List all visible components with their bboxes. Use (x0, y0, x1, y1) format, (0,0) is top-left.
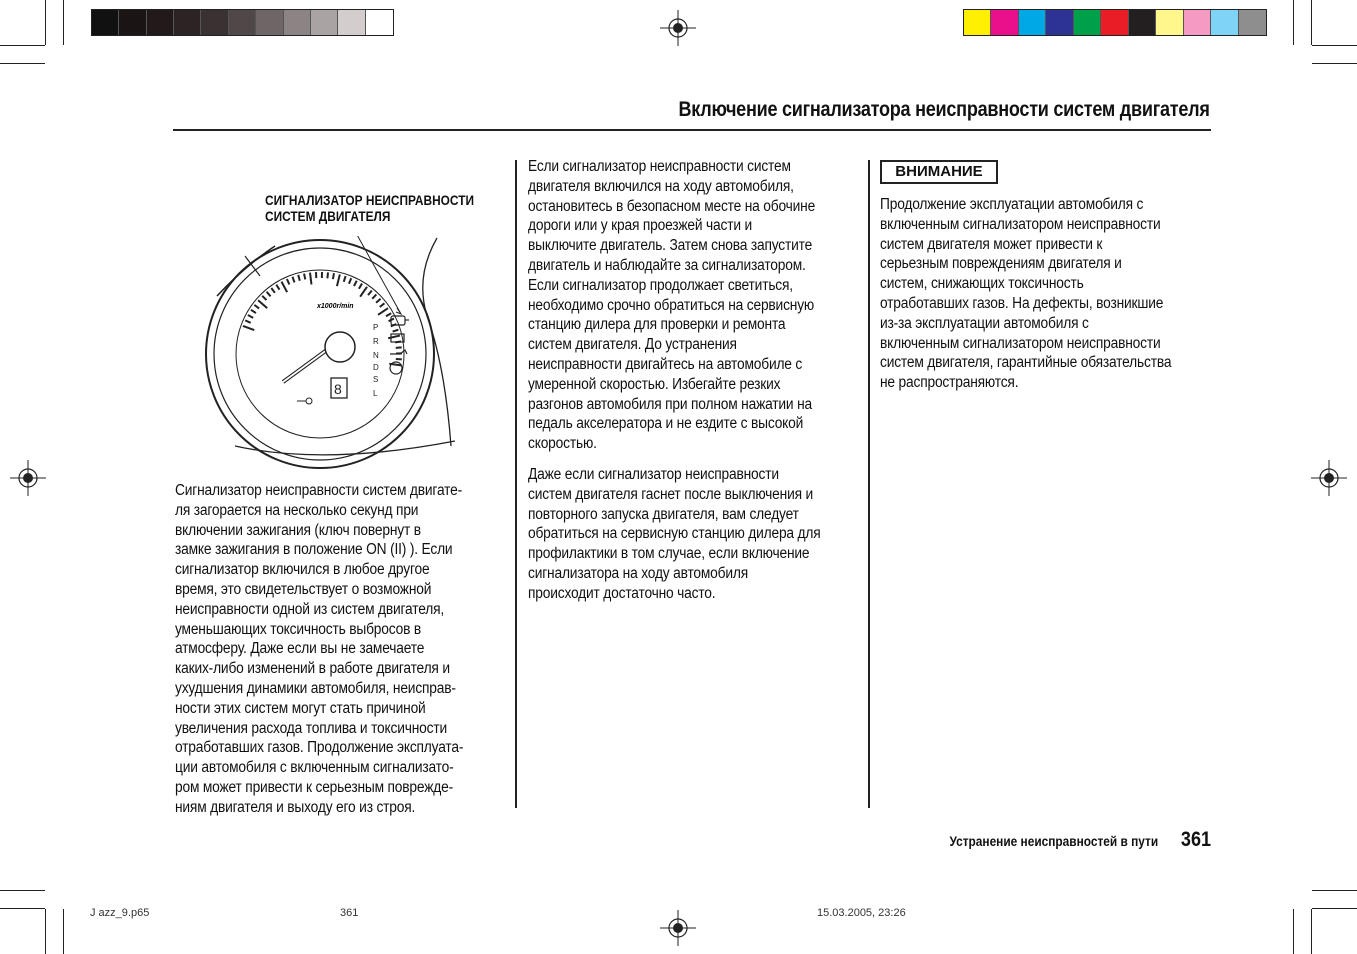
crop-mark (63, 0, 64, 45)
gray-swatch-1 (92, 10, 119, 35)
tachometer-tick (327, 272, 328, 278)
tachometer-tick (354, 281, 357, 286)
column-1-text: Сигнализатор неисправности систем двигате- ля загорается на несколько секунд при включении зажигания (ключ повернут в замке зажигания в положение ON (II) ). Если сигнализатор включился в любое другое время, это свидетельствует о возможной неисправности одной из систем двигателя, уменьшающих токсичность выбросов в атмосферу. Даже если вы не замечаете каких-либо изменений в работе двигателя и ухудшения динамики автомобиля, неисправ- ности этих систем могут стать причиной увеличения расхода топлива и токсичности отработавших газов. Продолжение эксплуата- ции автомобиля с включенным сигнализато- ром может привести к серьезным поврежде- ниям двигателя и выходу его из строя. (175, 482, 464, 816)
gear-letter-p: P (373, 323, 379, 332)
gear-position-digit: 8 (334, 381, 342, 397)
column-3 (880, 195, 1210, 393)
process-swatch-6 (1101, 10, 1128, 35)
tachometer-tick (333, 273, 334, 279)
crop-mark (0, 45, 45, 46)
crop-mark (1293, 909, 1294, 954)
crop-mark (1312, 908, 1357, 909)
slug-page: 361 (340, 907, 359, 919)
process-swatch-7 (1129, 10, 1156, 35)
tachometer-tick (388, 336, 400, 339)
process-swatch-2 (991, 10, 1018, 35)
tachometer-tick (271, 288, 275, 293)
crop-mark (0, 890, 45, 891)
tachometer-tick (372, 294, 376, 298)
gear-letter-d: D (373, 363, 379, 372)
gray-swatch-8 (284, 10, 311, 35)
process-color-bar (963, 9, 1267, 36)
figure-label: СИГНАЛИЗАТОР НЕИСПРАВНОСТИ СИСТЕМ ДВИГАТЕЛЯ (265, 193, 474, 224)
crop-mark (1311, 0, 1312, 45)
registration-mark-icon (660, 910, 696, 946)
gray-swatch-10 (338, 10, 365, 35)
grayscale-color-bar (91, 9, 394, 36)
header-rule (173, 129, 1211, 131)
tachometer-tick (360, 287, 367, 297)
check-engine-lamp-icon (391, 316, 409, 325)
crop-mark (63, 909, 64, 954)
footer-section-title: Устранение неисправностей в пути (949, 834, 1158, 849)
process-swatch-9 (1184, 10, 1211, 35)
rpm-scale-label: x1000r/min (317, 303, 354, 310)
tachometer-tick (349, 278, 351, 284)
tachometer-tick (378, 308, 388, 315)
crop-mark (0, 63, 45, 64)
slug-datetime: 15.03.2005, 23:26 (817, 907, 906, 919)
process-swatch-3 (1019, 10, 1046, 35)
immobilizer-lamp-icon (297, 398, 312, 404)
gray-swatch-2 (119, 10, 146, 35)
process-swatch-10 (1211, 10, 1238, 35)
tachometer-tick (344, 276, 346, 282)
crop-mark (0, 908, 45, 909)
gray-swatch-3 (147, 10, 174, 35)
tachometer-tick (276, 285, 279, 290)
crop-mark (45, 909, 46, 954)
tachometer-tick (359, 284, 362, 289)
process-swatch-11 (1239, 10, 1266, 35)
crop-mark (1293, 0, 1294, 45)
gear-letter-l: L (373, 389, 378, 398)
tachometer-tick (245, 320, 250, 322)
tachometer-tick (287, 279, 289, 284)
gear-letter-r: R (373, 337, 379, 346)
tachometer-tick (376, 299, 380, 303)
gray-swatch-7 (256, 10, 283, 35)
crop-mark (1312, 63, 1357, 64)
gray-swatch-4 (174, 10, 201, 35)
tachometer-tick (298, 275, 300, 281)
registration-mark-icon (660, 10, 696, 46)
tachometer-tick (267, 292, 271, 297)
gray-swatch-6 (229, 10, 256, 35)
process-swatch-1 (964, 10, 991, 35)
registration-mark-icon (1311, 460, 1347, 496)
process-swatch-5 (1074, 10, 1101, 35)
tachometer-tick (337, 274, 340, 286)
column-divider (868, 160, 870, 808)
warning-label-box: ВНИМАНИЕ (880, 160, 998, 184)
tachometer-tick (393, 330, 399, 332)
tachometer-tick (282, 282, 288, 293)
tachometer-tick (292, 277, 294, 283)
instrument-cluster-illustration (205, 236, 465, 476)
column-3-text: Продолжение эксплуатации автомобиля с включенным сигнализатором неисправности систем двигателя может привести к серьезным повреждениям двигателя и систем, снижающих токсичность отработавших газов. На дефекты, возникшие из-за эксплуатации автомобиля с включенным сигнализатором неисправности систем двигателя, гарантийные обязательства не распространяются. (880, 196, 1172, 392)
tachometer-tick (310, 273, 311, 285)
tachometer-tick (368, 290, 372, 295)
gray-swatch-9 (311, 10, 338, 35)
column-2 (528, 157, 858, 604)
tachometer-tick (251, 310, 256, 313)
tachometer-tick (380, 303, 385, 307)
column-divider (515, 160, 517, 808)
page-title: Включение сигнализатора неисправности систем двигателя (678, 98, 1210, 121)
gear-letter-s: S (373, 375, 379, 384)
crop-mark (1311, 909, 1312, 954)
tachometer-tick (243, 326, 254, 330)
tachometer-tick (254, 305, 259, 309)
column-2-paragraph-1: Если сигнализатор неисправности систем двигателя включился на ходу автомобиля, остановитесь в безопасном месте на обочине дороги или у края проезжей части и выключите двигатель. Затем снова запустите двигатель и наблюдайте за сигнализатором. Если сигнализатор продолжает светиться, необходимо срочно обратиться на сервисную станцию дилера для проверки и ремонта систем двигателя. До устранения неисправности двигайтесь на автомобиле с умеренной скоростью. Избегайте резких разгонов автомобиля при полном нажатии на педаль акселератора и не ездите с высокой скоростью. (528, 158, 816, 453)
gray-swatch-11 (366, 10, 393, 35)
column-2-paragraph-2: Даже если сигнализатор неисправности систем двигателя гаснет после выключения и повторного запуска двигателя, вам следует обратиться на сервисную станцию дилера для профилактики в том случае, если включение сигнализатора на ходу автомобиля происходит достаточно часто. (528, 465, 821, 602)
tachometer-tick (304, 274, 305, 280)
crop-mark (1312, 890, 1357, 891)
page-number: 361 (1180, 828, 1211, 851)
tachometer-tick (258, 300, 267, 308)
slug-filename: J azz_9.p65 (90, 907, 150, 919)
tachometer-tick (248, 315, 253, 318)
crop-mark (1312, 45, 1357, 46)
tachometer-tick (262, 296, 266, 300)
registration-mark-icon (10, 460, 46, 496)
process-swatch-8 (1156, 10, 1183, 35)
column-1 (175, 481, 505, 818)
gray-swatch-5 (201, 10, 228, 35)
tachometer-tick (386, 313, 391, 316)
process-swatch-4 (1046, 10, 1073, 35)
gear-letter-n: N (373, 351, 379, 360)
crop-mark (45, 0, 46, 45)
